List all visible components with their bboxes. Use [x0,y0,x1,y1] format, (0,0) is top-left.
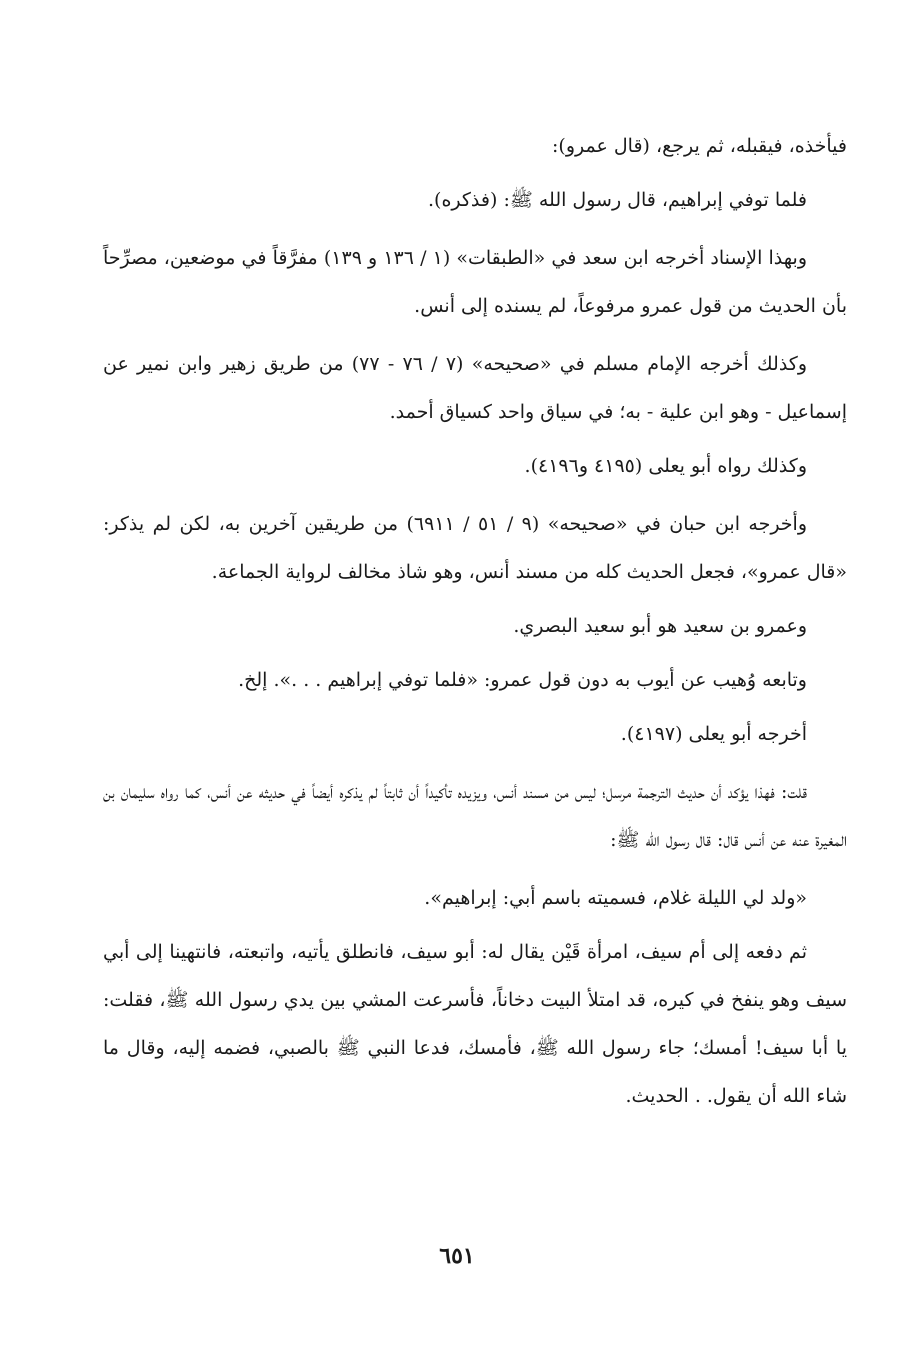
paragraph-1: فيأخذه، فيقبله، ثم يرجع، (قال عمرو): [552,135,847,157]
paragraph-12: ثم دفعه إلى أم سيف، امرأة قَيْن يقال له: أبو سيف، فانطلق يأتيه، واتبعته، فانتهينا إلى أبي سيف وهو ينفخ في كيره، قد امتلأ البيت دخاناً، فأسرعت المشي بين يدي رسول الله ﷺ، فقلت: يا أبا سيف! أمسك؛ جاء رسول الله ﷺ، فأمسك، فدعا النبي ﷺ بالصبي، فضمه إليه، وقال ما شاء الله أن يقول. . الحديث. [103,941,847,1107]
paragraph-9: أخرجه أبو يعلى (٤١٩٧). [620,723,807,745]
paragraph-3: وبهذا الإسناد أخرجه ابن سعد في «الطبقات» (١ / ١٣٦ و ١٣٩) مفرَّقاً في موضعين، مصرِّحاً بأن الحديث من قول عمرو مرفوعاً، لم يسنده إلى أنس. [103,247,847,317]
page-number: ٦٥١ [439,1243,475,1269]
body-text [103,122,847,1120]
paragraph-11: «ولد لي الليلة غلام، فسميته باسم أبي: إبراهيم». [424,887,807,909]
paragraph-6: وأخرجه ابن حبان في «صحيحه» (٩ / ٥١ / ٦٩١١) من طريقين آخرين به، لكن لم يذكر: «قال عمرو»، فجعل الحديث كله من مسند أنس، وهو شاذ مخالف لرواية الجماعة. [103,513,847,583]
paragraph-10: قلت: فهذا يؤكد أن حديث الترجمة مرسل؛ ليس من مسند أنس، ويزيده تأكيداً أن ثابتاً لم يذكره أيضاً في حديثه عن أنس، كما رواه سليمان بن المغيرة عنه عن أنس قال: قال رسول الله ﷺ: [103,781,847,851]
paragraph-7: وعمرو بن سعيد هو أبو سعيد البصري. [513,615,807,637]
paragraph-2: فلما توفي إبراهيم، قال رسول الله ﷺ: (فذكره). [428,189,807,211]
paragraph-4: وكذلك أخرجه الإمام مسلم في «صحيحه» (٧ / ٧٦ - ٧٧) من طريق زهير وابن نمير عن إسماعيل - وهو ابن علية - به؛ في سياق واحد كسياق أحمد. [103,353,847,423]
paragraph-5: وكذلك رواه أبو يعلى (٤١٩٥ و٤١٩٦). [524,455,807,477]
paragraph-8: وتابعه وُهيب عن أيوب به دون قول عمرو: «فلما توفي إبراهيم . . .». إلخ. [238,669,807,691]
